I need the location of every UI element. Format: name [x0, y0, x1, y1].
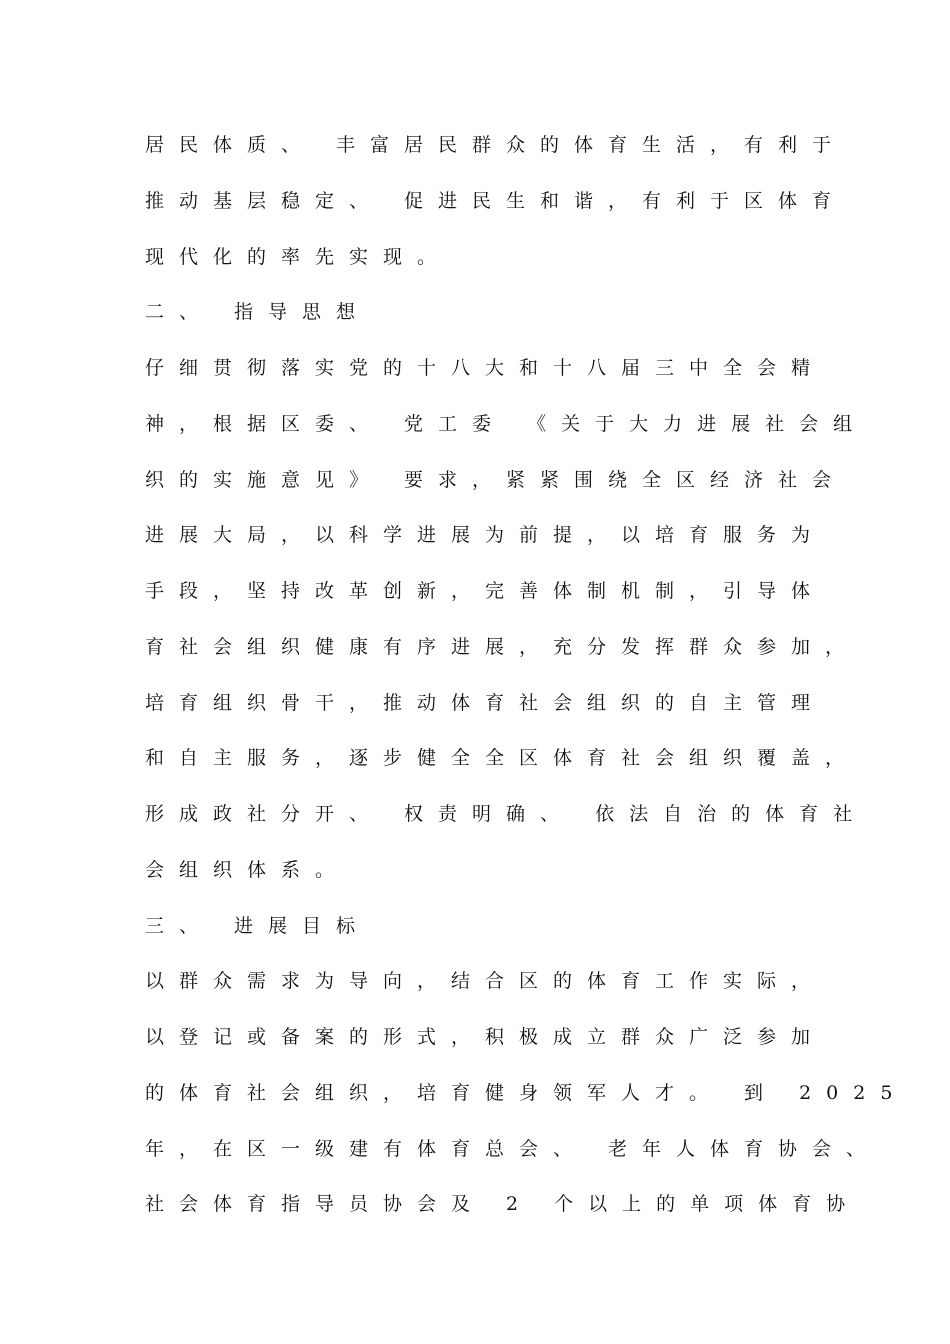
text-line: 以登记或备案的形式，积极成立群众广泛参加 — [145, 1026, 826, 1048]
section-heading: 二、 指导思想 — [145, 301, 371, 324]
text-line: 形成政社分开、 权责明确、 依法自治的体育社 — [145, 803, 868, 825]
text-line: 育社会组织健康有序进展，充分发挥群众参加， — [145, 635, 860, 658]
text-line: 和自主服务，逐步健全全区体育社会组织覆盖， — [145, 747, 860, 770]
text-line: 推动基层稳定、 促进民生和谐，有利于区体育 — [145, 189, 847, 212]
text-line: 年，在区一级建有体育总会、 老年人体育协会、 — [145, 1137, 881, 1160]
body-text — [145, 127, 908, 1242]
text-line: 神，根据区委、 党工委 《关于大力进展社会组 — [145, 412, 868, 435]
text-line: 进展大局，以科学进展为前提，以培育服务为 — [145, 524, 826, 547]
text-line: 居民体质、 丰富居民群众的体育生活，有利于 — [145, 134, 847, 156]
text-line: 社会体育指导员协会及 2 个以上的单项体育协 — [145, 1193, 861, 1216]
text-line: 会组织体系。 — [145, 858, 350, 881]
text-line: 以群众需求为导向，结合区的体育工作实际， — [145, 970, 826, 993]
text-line: 仔细贯彻落实党的十八大和十八届三中全会精 — [145, 357, 826, 379]
section-heading: 三、 进展目标 — [145, 914, 371, 937]
text-line: 现代化的率先实现。 — [145, 245, 452, 268]
text-line: 培育组织骨干，推动体育社会组织的自主管理 — [145, 691, 826, 714]
text-line: 织的实施意见》 要求，紧紧围绕全区经济社会 — [145, 468, 847, 491]
text-line: 手段，坚持改革创新，完善体制机制，引导体 — [145, 580, 826, 602]
text-line: 的体育社会组织，培育健身领军人才。 到 2025 — [145, 1081, 908, 1104]
